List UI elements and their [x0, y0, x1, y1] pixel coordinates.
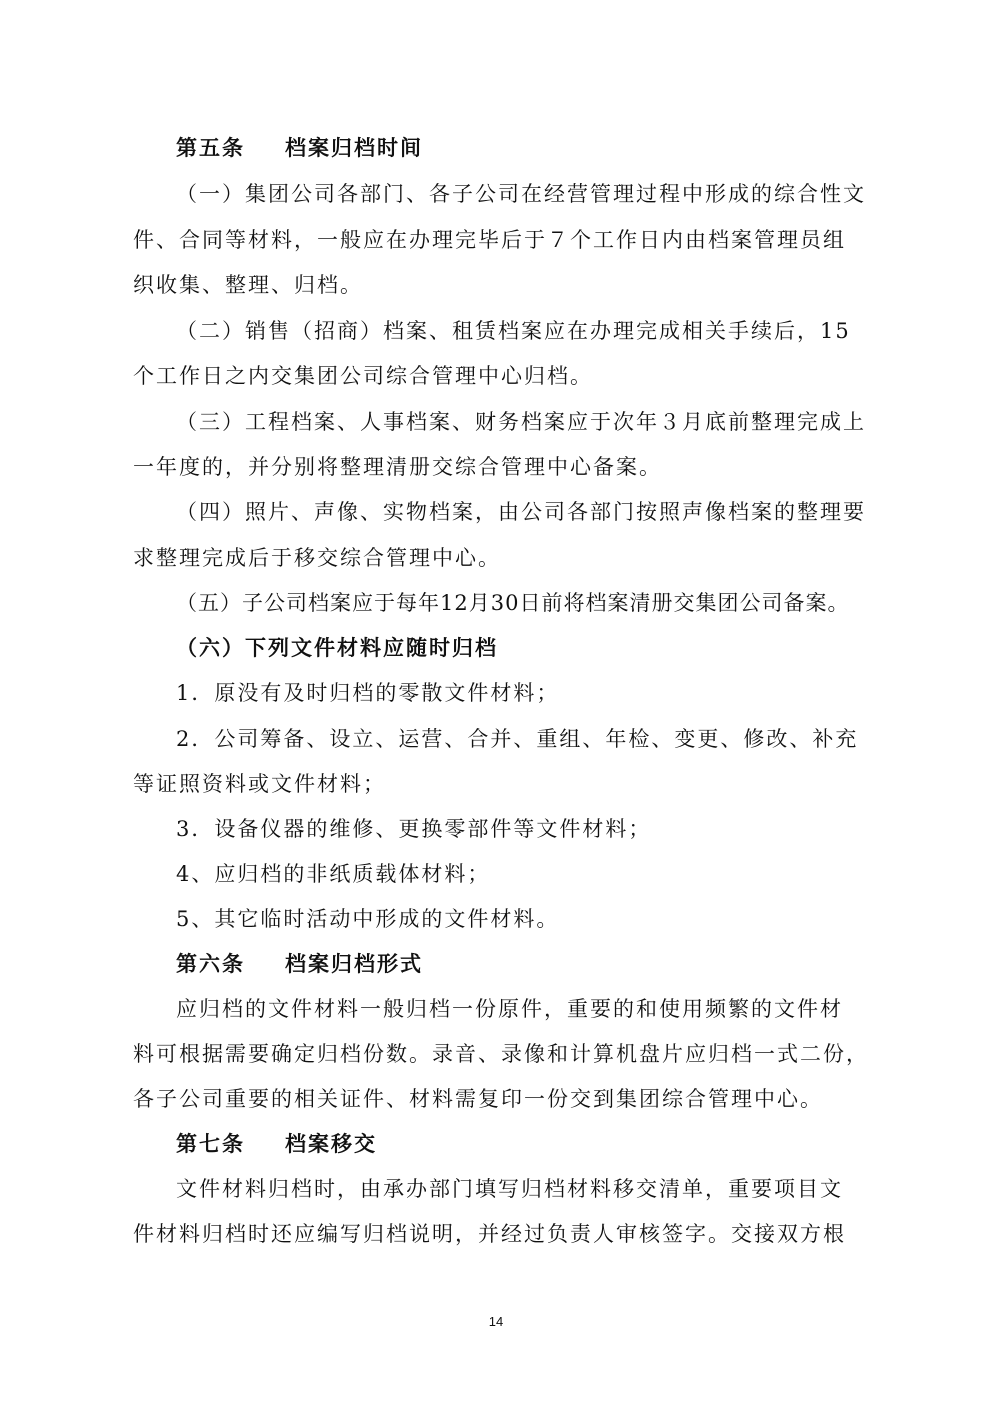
list-item: 5、其它临时活动中形成的文件材料。 — [176, 907, 560, 931]
paragraph-line: （二）销售（招商）档案、租赁档案应在办理完成相关手续后，15 — [176, 319, 851, 343]
article-title: 档案移交 — [285, 1132, 377, 1156]
list-item: 4、应归档的非纸质载体材料； — [176, 862, 491, 886]
paragraph-line: 件材料归档时还应编写归档说明，并经过负责人审核签字。交接双方根 — [133, 1222, 846, 1246]
list-item: 1．原没有及时归档的零散文件材料； — [176, 681, 560, 705]
article-number: 第五条 — [176, 136, 245, 160]
paragraph-line: （五）子公司档案应于每年12月30日前将档案清册交集团公司备案。 — [176, 591, 850, 615]
paragraph-line: 求整理完成后于移交综合管理中心。 — [133, 546, 501, 570]
paragraph-line: 料可根据需要确定归档份数。录音、录像和计算机盘片应归档一式二份， — [133, 1042, 869, 1066]
paragraph-line: 应归档的文件材料一般归档一份原件，重要的和使用频繁的文件材 — [176, 997, 843, 1021]
paragraph-line: 个工作日之内交集团公司综合管理中心归档。 — [133, 364, 593, 388]
paragraph-line: 各子公司重要的相关证件、材料需复印一份交到集团综合管理中心。 — [133, 1087, 823, 1111]
paragraph-line: 织收集、整理、归档。 — [133, 273, 363, 297]
list-item: 2．公司筹备、设立、运营、合并、重组、年检、变更、修改、补充 — [176, 727, 859, 751]
paragraph-line: （一）集团公司各部门、各子公司在经营管理过程中形成的综合性文 — [176, 182, 866, 206]
article-number: 第六条 — [176, 952, 245, 976]
article-title: 档案归档形式 — [285, 952, 423, 976]
list-item: 3．设备仪器的维修、更换零部件等文件材料； — [176, 817, 652, 841]
article-6-heading — [176, 949, 423, 979]
article-7-heading — [176, 1129, 377, 1159]
page-number: 14 — [488, 1314, 504, 1329]
paragraph-line: （四）照片、声像、实物档案，由公司各部门按照声像档案的整理要 — [176, 500, 866, 524]
article-number: 第七条 — [176, 1132, 245, 1156]
article-title: 档案归档时间 — [285, 136, 423, 160]
list-item: 等证照资料或文件材料； — [133, 772, 386, 796]
paragraph-line: 件、合同等材料，一般应在办理完毕后于７个工作日内由档案管理员组 — [133, 228, 846, 252]
article-5-heading — [176, 133, 423, 163]
paragraph-line: （三）工程档案、人事档案、财务档案应于次年３月底前整理完成上 — [176, 410, 866, 434]
subsection-heading: （六）下列文件材料应随时归档 — [176, 636, 498, 660]
paragraph-line: 文件材料归档时，由承办部门填写归档材料移交清单，重要项目文 — [176, 1177, 843, 1201]
paragraph-line: 一年度的，并分别将整理清册交综合管理中心备案。 — [133, 455, 662, 479]
